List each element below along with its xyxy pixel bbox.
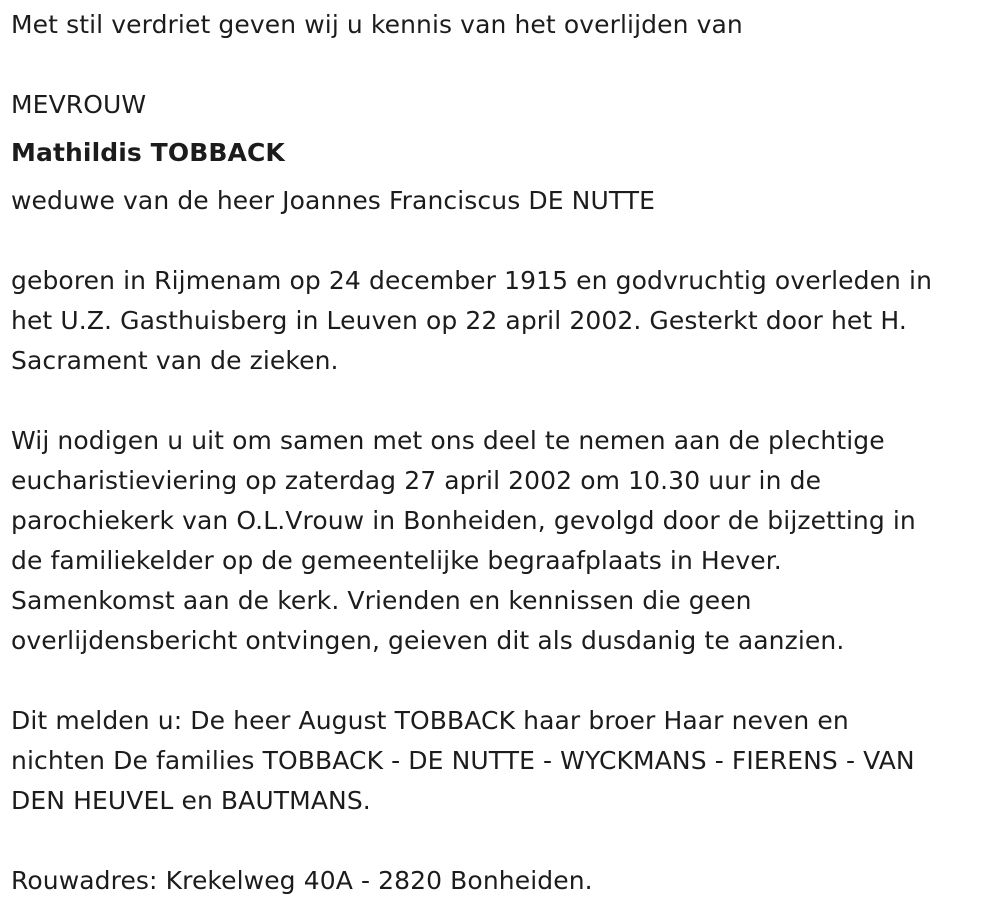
ceremony-line: overlijdensbericht ontvingen, geieven dit als dusdanig te aanzien.	[11, 626, 845, 655]
ceremony-line: Samenkomst aan de kerk. Vrienden en kennissen die geen	[11, 586, 752, 615]
birth-death-line: geboren in Rijmenam op 24 december 1915 en godvruchtig overleden in	[11, 266, 933, 295]
ceremony-line: eucharistieviering op zaterdag 27 april 2002 om 10.30 uur in de	[11, 466, 822, 495]
ceremony-line: de familiekelder op de gemeentelijke begraafplaats in Hever.	[11, 546, 782, 575]
birth-death-line: het U.Z. Gasthuisberg in Leuven op 22 april 2002. Gesterkt door het H.	[11, 306, 907, 335]
family-line: Dit melden u: De heer August TOBBACK haar broer Haar neven en	[11, 706, 849, 735]
salutation: MEVROUW	[11, 90, 147, 119]
birth-death-line: Sacrament van de zieken.	[11, 346, 339, 375]
spouse-text: weduwe van de heer Joannes Franciscus DE NUTTE	[11, 186, 656, 215]
deceased-name: Mathildis TOBBACK	[11, 138, 285, 167]
mourning-address: Rouwadres: Krekelweg 40A - 2820 Bonheiden.	[11, 866, 593, 895]
ceremony-line: Wij nodigen u uit om samen met ons deel te nemen aan de plechtige	[11, 426, 885, 455]
family-line: DEN HEUVEL en BAUTMANS.	[11, 786, 371, 815]
family-line: nichten De families TOBBACK - DE NUTTE - WYCKMANS - FIERENS - VAN	[11, 746, 915, 775]
ceremony-line: parochiekerk van O.L.Vrouw in Bonheiden, gevolgd door de bijzetting in	[11, 506, 916, 535]
intro-text: Met stil verdriet geven wij u kennis van het overlijden van	[11, 10, 743, 39]
